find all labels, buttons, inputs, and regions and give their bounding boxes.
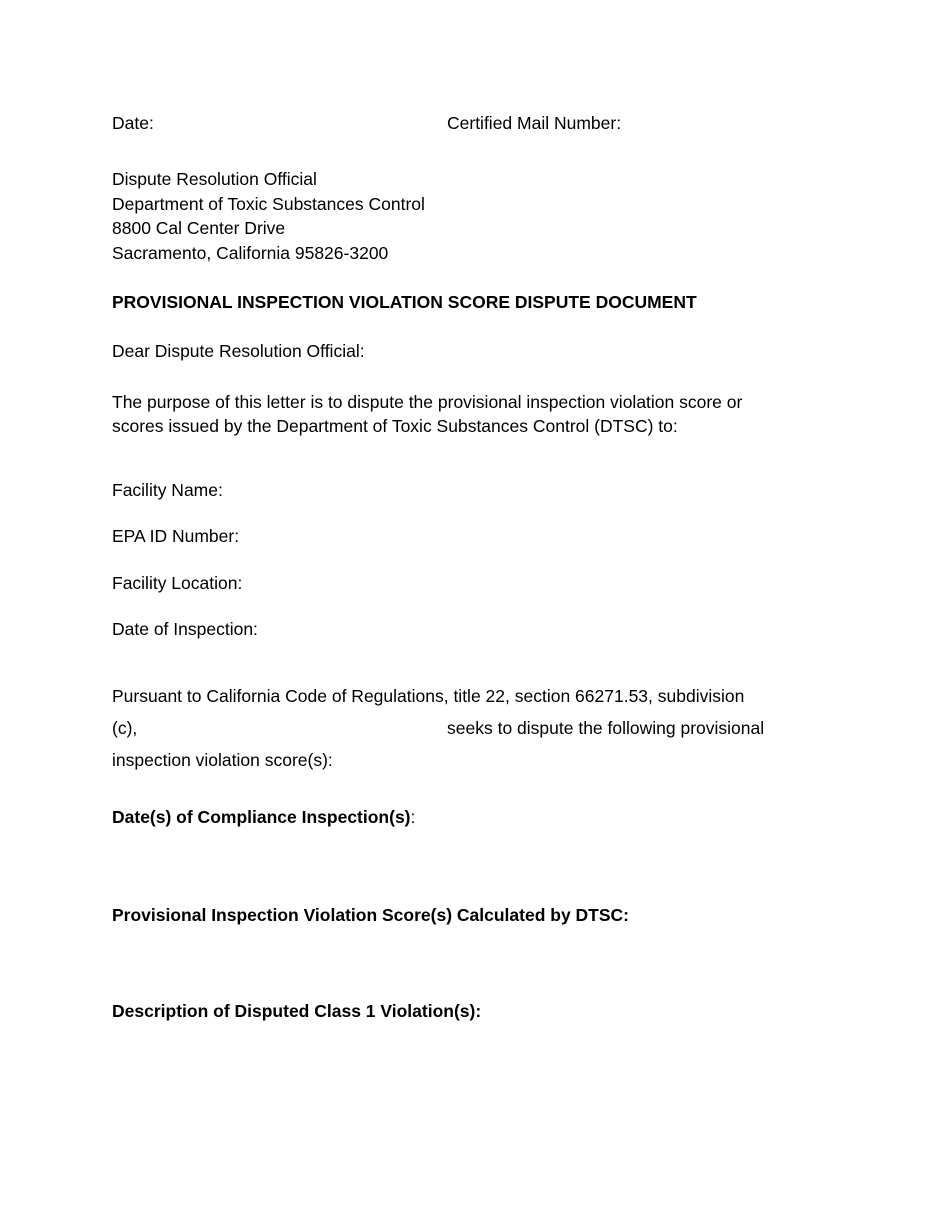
- compliance-dates-heading: [112, 809, 415, 827]
- compliance-dates-label: Date(s) of Compliance Inspection(s): [112, 807, 411, 827]
- pursuant-line-3: inspection violation score(s):: [112, 750, 333, 770]
- purpose-line-1: The purpose of this letter is to dispute the provisional inspection violation score or: [112, 392, 743, 412]
- salutation: Dear Dispute Resolution Official:: [112, 341, 365, 361]
- purpose-line-2: scores issued by the Department of Toxic Substances Control (DTSC) to:: [112, 416, 678, 436]
- compliance-dates-colon: :: [410, 807, 416, 827]
- facility-location-label: Facility Location:: [112, 573, 243, 593]
- recipient-line-3: 8800 Cal Center Drive: [112, 218, 286, 238]
- date-label: Date:: [112, 113, 154, 133]
- certified-mail-label: Certified Mail Number:: [447, 113, 622, 133]
- scores-heading: Provisional Inspection Violation Score(s) Calculated by DTSC:: [112, 905, 630, 925]
- pursuant-line-2-end: seeks to dispute the following provisional: [447, 718, 765, 738]
- facility-name-label: Facility Name:: [112, 480, 223, 500]
- recipient-line-2: Department of Toxic Substances Control: [112, 194, 425, 214]
- pursuant-line-2-start: (c),: [112, 718, 138, 738]
- document-title: PROVISIONAL INSPECTION VIOLATION SCORE DISPUTE DOCUMENT: [112, 292, 697, 312]
- pursuant-line-1: Pursuant to California Code of Regulations, title 22, section 66271.53, subdivision: [112, 686, 745, 706]
- recipient-line-4: Sacramento, California 95826-3200: [112, 243, 389, 263]
- date-of-inspection-label: Date of Inspection:: [112, 619, 258, 639]
- recipient-line-1: Dispute Resolution Official: [112, 169, 317, 189]
- description-heading: Description of Disputed Class 1 Violation(s):: [112, 1001, 482, 1021]
- epa-id-label: EPA ID Number:: [112, 526, 240, 546]
